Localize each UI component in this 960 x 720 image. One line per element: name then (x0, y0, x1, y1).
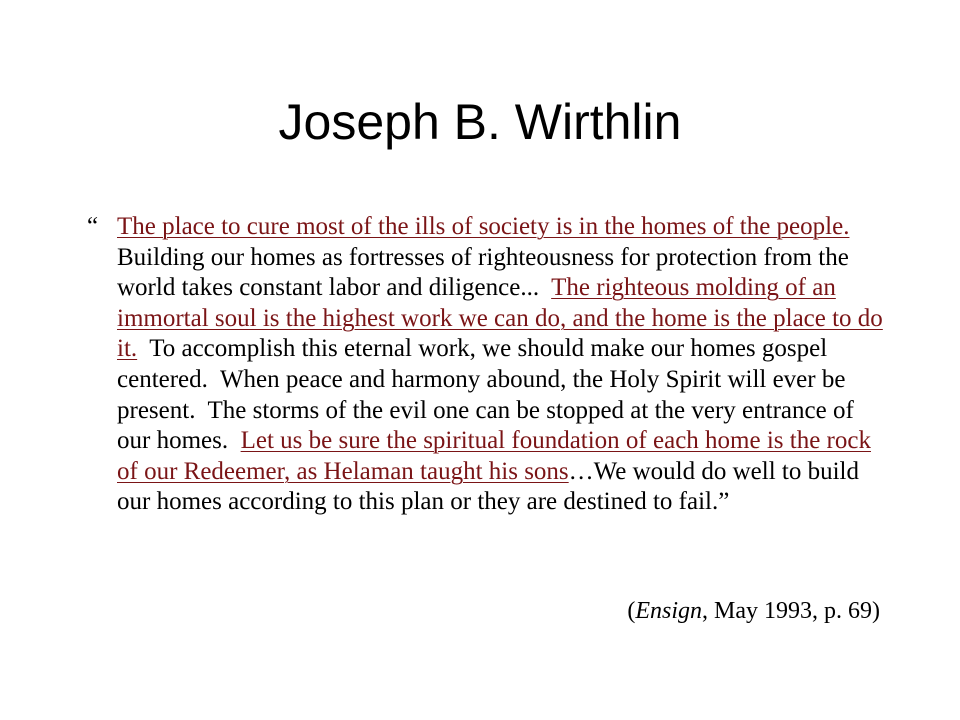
slide-title: Joseph B. Wirthlin (278, 94, 682, 150)
quote-underlined-segment-2: The righteous molding of an immortal soul is the highest work we can do, and the home is the place to do it. (117, 274, 883, 363)
quote-underlined-segment-3: Let us be sure the spiritual foundation of each home is the rock of our Redeemer, as Helaman taught his sons (117, 427, 871, 485)
quote-underlined-segment-1: The place to cure most of the ills of society is in the homes of the people. (117, 213, 850, 240)
citation-source: Ensign (635, 598, 703, 624)
close-quote-mark: ” (718, 488, 730, 516)
citation-details: , May 1993, p. 69) (702, 598, 880, 624)
citation-open-paren: ( (627, 598, 636, 624)
quote-segment-2: Building our homes as fortresses of righteousness for protection from the world takes constant labor and diligence... (117, 213, 862, 302)
quote-segment-6: …We would do well to build our homes according to this plan or they are destined to fail. (117, 457, 859, 516)
quote-body (87, 212, 892, 518)
open-quote-mark: “ (87, 213, 99, 240)
citation (117, 596, 880, 626)
quote-segment-4: To accomplish this eternal work, we should make our homes gospel centered. When peace and harmony abound, the Holy Spirit will ever be present. The storms of the evil one can be stopped at the very entrance of our homes. (117, 335, 861, 455)
